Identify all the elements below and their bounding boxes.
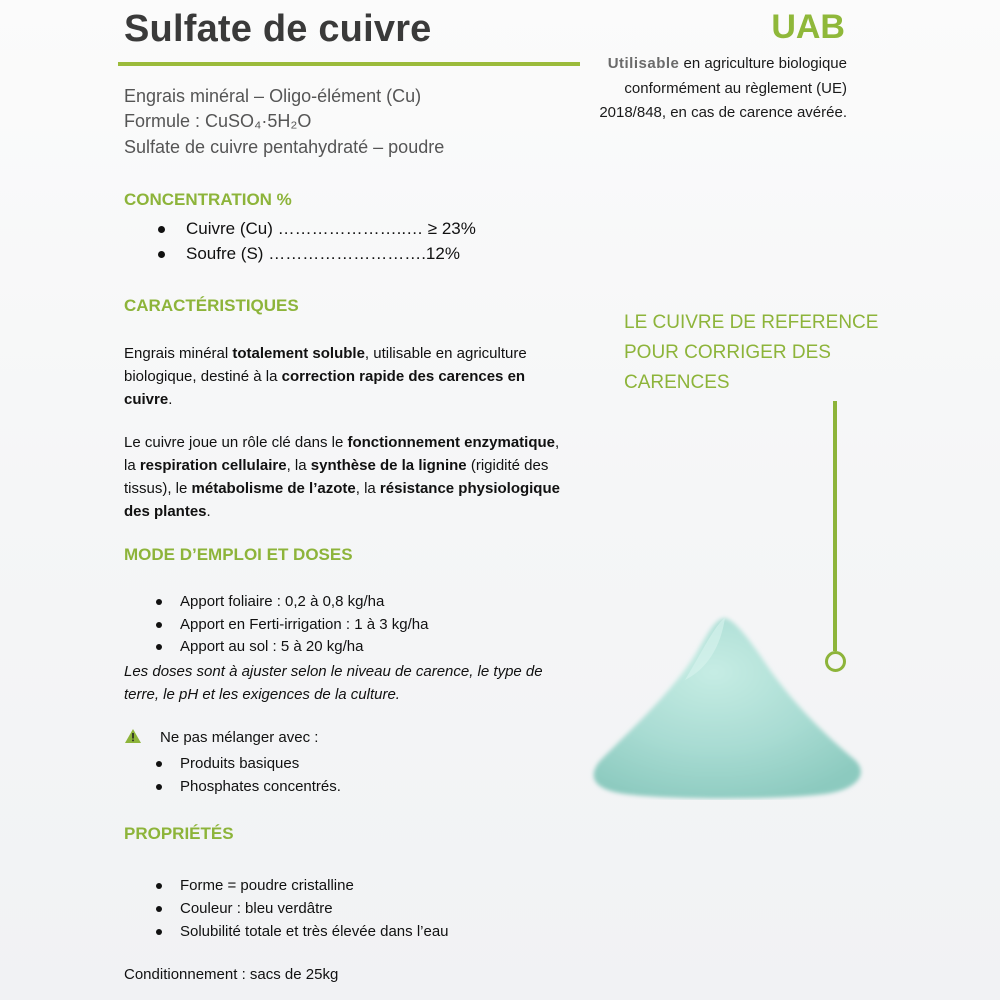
warning-row: [124, 728, 318, 746]
tagline: LE CUIVRE DE REFERENCE POUR CORRIGER DES CARENCES: [624, 312, 879, 393]
list-item: Produits basiques: [150, 752, 341, 775]
properties-heading: PROPRIÉTÉS: [124, 824, 234, 843]
warning-list: [150, 752, 341, 798]
emphasis-text: métabolisme de l’azote: [191, 480, 356, 497]
text-run: .: [206, 503, 211, 520]
text-run: , utilisable en agriculture biologique, destiné à la: [124, 345, 527, 385]
list-item: Couleur : bleu verdâtre: [150, 897, 449, 920]
emphasis-text: résistance physiologique des plantes: [124, 480, 560, 520]
uab-badge: UAB: [771, 8, 845, 46]
subtitle-formula: Formule : CuSO₄·5H₂O: [124, 111, 312, 131]
text-run: (rigidité des tissus), le: [124, 457, 549, 497]
list-item: Solubilité totale et très élevée dans l’eau: [150, 920, 449, 943]
list-item: Apport foliaire : 0,2 à 0,8 kg/ha: [150, 591, 428, 614]
list-item: Phosphates concentrés.: [150, 775, 341, 798]
text-run: Le cuivre joue un rôle clé dans le: [124, 434, 348, 451]
properties-list: [150, 874, 449, 943]
title-divider: [118, 62, 580, 66]
usage-note: Les doses sont à ajuster selon le niveau de carence, le type de terre, le pH et les exigences de la culture.: [124, 663, 543, 703]
page-title: Sulfate de cuivre: [124, 8, 432, 50]
concentration-heading: CONCENTRATION %: [124, 190, 292, 209]
characteristics-paragraph-1: [124, 342, 574, 411]
list-item: Apport au sol : 5 à 20 kg/ha: [150, 636, 428, 659]
emphasis-text: correction rapide des carences en cuivre: [124, 368, 526, 408]
uab-usable-word: Utilisable: [607, 55, 680, 72]
emphasis-text: fonctionnement enzymatique: [347, 434, 556, 451]
warning-triangle-icon: [124, 728, 142, 744]
packaging-text: Conditionnement : sacs de 25kg: [124, 966, 339, 983]
text-run: , la: [124, 434, 560, 474]
subtitle-form: Sulfate de cuivre pentahydraté – poudre: [124, 137, 445, 157]
concentration-list: [154, 216, 476, 266]
characteristics-paragraph-2: [124, 431, 574, 523]
list-item: Forme = poudre cristalline: [150, 874, 449, 897]
text-run: , la: [286, 457, 311, 474]
usage-list: [150, 591, 428, 659]
list-item: Apport en Ferti-irrigation : 1 à 3 kg/ha: [150, 614, 428, 637]
text-run: Engrais minéral: [124, 345, 233, 362]
list-item: Soufre (S) ……………………….12%: [154, 241, 476, 266]
warning-label: Ne pas mélanger avec :: [160, 729, 319, 746]
text-run: .: [168, 391, 173, 408]
text-run: , la: [355, 480, 380, 497]
subtitle-type: Engrais minéral – Oligo-élément (Cu): [124, 86, 422, 106]
uab-text: en agriculture biologique conformément au règlement (UE) 2018/848, en cas de carence avérée.: [599, 55, 847, 121]
emphasis-text: respiration cellulaire: [139, 457, 287, 474]
emphasis-text: synthèse de la lignine: [310, 457, 467, 474]
uab-description: [577, 52, 847, 126]
characteristics-heading: CARACTÉRISTIQUES: [124, 296, 299, 315]
usage-heading: MODE D’EMPLOI ET DOSES: [124, 545, 353, 564]
powder-pile-image: [585, 610, 875, 800]
emphasis-text: totalement soluble: [232, 345, 365, 362]
list-item: Cuivre (Cu) …………………..… ≥ 23%: [154, 216, 476, 241]
